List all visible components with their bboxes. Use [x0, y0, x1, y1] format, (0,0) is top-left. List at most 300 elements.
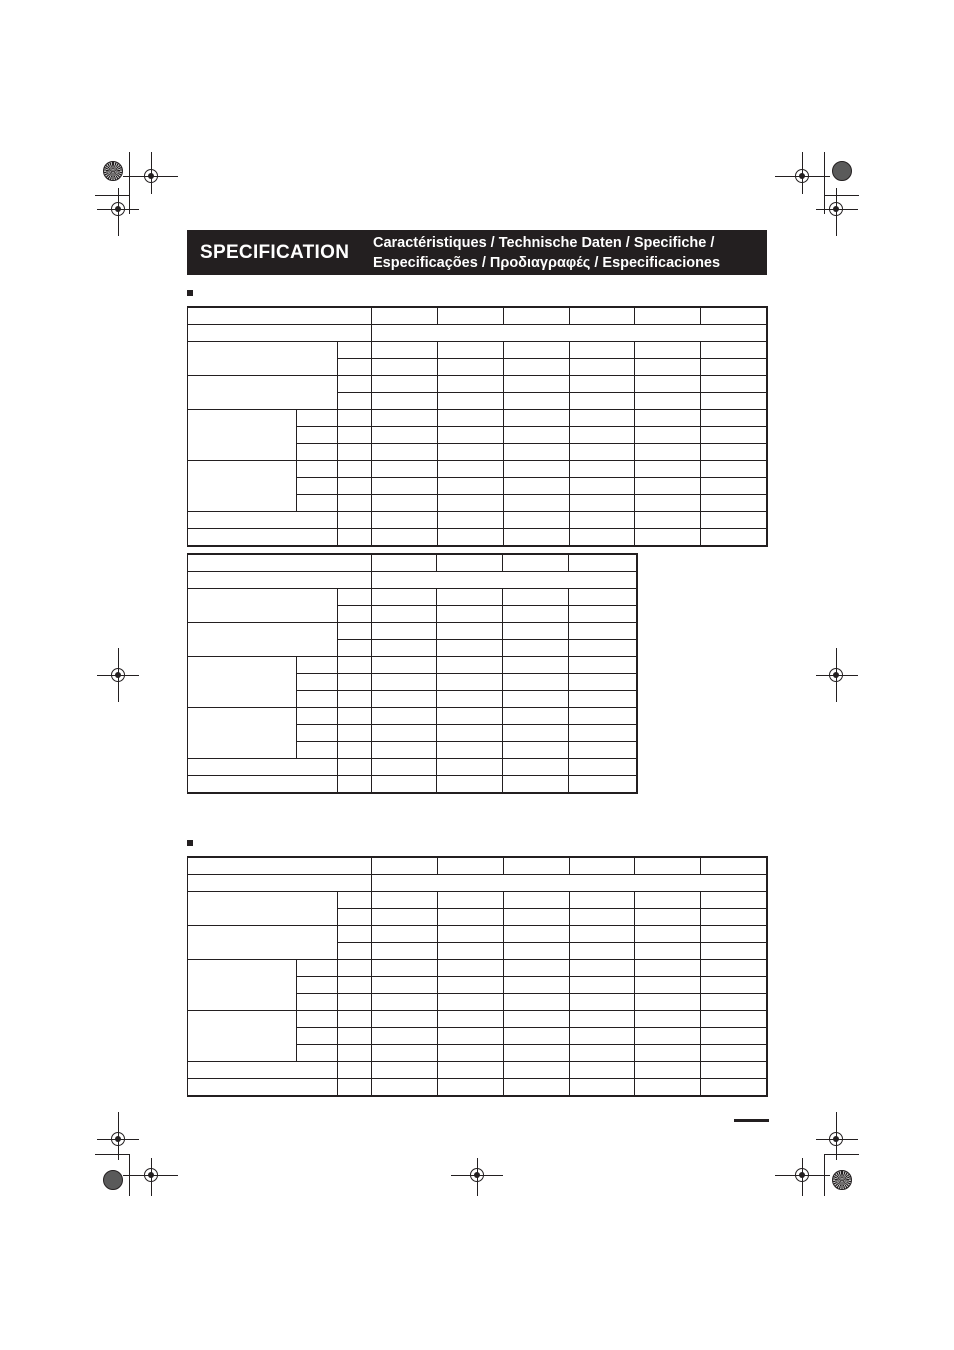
table-cell: [372, 589, 437, 606]
table-cell: [437, 926, 503, 943]
table-cell: [437, 1028, 503, 1045]
table-cell: [372, 376, 437, 393]
table-cell: [437, 857, 503, 875]
table-cell: [635, 977, 701, 994]
table-cell: [569, 742, 637, 759]
table-row: [188, 461, 768, 478]
spec-table-1: [187, 306, 768, 547]
table-cell: [503, 495, 569, 512]
table-cell: [338, 776, 372, 794]
table-cell: [569, 725, 637, 742]
table-cell: [569, 461, 634, 478]
table-cell: [188, 1062, 338, 1079]
table-cell: [701, 857, 767, 875]
table-cell: [569, 759, 637, 776]
table-cell: [503, 512, 569, 529]
color-disc-icon: [832, 161, 852, 181]
table-cell: [338, 410, 372, 427]
table-cell: [437, 359, 503, 376]
table-cell: [437, 444, 503, 461]
table-cell: [338, 589, 372, 606]
color-disc-icon: [103, 161, 123, 181]
table-cell: [635, 926, 701, 943]
table-cell: [569, 478, 634, 495]
table-cell: [338, 892, 372, 909]
table-cell: [338, 623, 372, 640]
table-cell: [338, 393, 372, 410]
table-cell: [635, 1079, 701, 1097]
table-cell: [372, 1045, 437, 1062]
table-cell: [701, 359, 767, 376]
table-cell: [701, 994, 767, 1011]
table-cell: [297, 478, 338, 495]
table-cell: [188, 461, 297, 512]
table-cell: [372, 977, 437, 994]
table-cell: [701, 495, 767, 512]
table-cell: [188, 307, 372, 325]
table-cell: [503, 589, 569, 606]
table-row: [188, 708, 637, 725]
table-row: [188, 529, 768, 547]
crop-mark: [824, 1154, 859, 1155]
table-cell: [372, 1062, 437, 1079]
table-cell: [437, 410, 503, 427]
table-cell: [635, 909, 701, 926]
table-cell: [338, 977, 372, 994]
table-cell: [437, 512, 503, 529]
table-cell: [701, 410, 767, 427]
table-cell: [437, 994, 503, 1011]
table-cell: [297, 427, 338, 444]
registration-mark-icon: [111, 668, 125, 682]
crop-mark: [824, 152, 825, 214]
table-cell: [503, 359, 569, 376]
table-cell: [635, 1045, 701, 1062]
table-cell: [701, 342, 767, 359]
table-cell: [338, 461, 372, 478]
table-cell: [701, 1028, 767, 1045]
table-cell: [437, 478, 503, 495]
registration-mark-icon: [795, 169, 809, 183]
table-cell: [437, 977, 503, 994]
table-cell: [701, 892, 767, 909]
table-cell: [437, 674, 503, 691]
table-cell: [569, 410, 634, 427]
table-cell: [503, 708, 569, 725]
table-cell: [372, 640, 437, 657]
table-cell: [503, 342, 569, 359]
table-cell: [437, 892, 503, 909]
table-cell: [503, 427, 569, 444]
table-cell: [701, 960, 767, 977]
table-cell: [569, 994, 634, 1011]
table-cell: [338, 1045, 372, 1062]
table-cell: [297, 725, 338, 742]
table-cell: [503, 943, 569, 960]
table-cell: [338, 657, 372, 674]
table-cell: [297, 742, 338, 759]
registration-mark-icon: [470, 1168, 484, 1182]
table-cell: [437, 640, 503, 657]
table-cell: [297, 444, 338, 461]
registration-mark-icon: [111, 202, 125, 216]
table-cell: [503, 657, 569, 674]
table-cell: [635, 1062, 701, 1079]
table-cell: [372, 943, 437, 960]
table-cell: [372, 960, 437, 977]
table-cell: [297, 1045, 338, 1062]
table-cell: [297, 674, 338, 691]
table-cell: [372, 742, 437, 759]
table-cell: [372, 512, 437, 529]
table-cell: [503, 623, 569, 640]
table-cell: [338, 1079, 372, 1097]
table-cell: [372, 623, 437, 640]
table-cell: [437, 1062, 503, 1079]
table-cell: [503, 691, 569, 708]
table-cell: [503, 444, 569, 461]
table-cell: [701, 512, 767, 529]
table-cell: [569, 640, 637, 657]
table-cell: [503, 640, 569, 657]
table-cell: [338, 640, 372, 657]
table-cell: [503, 1079, 569, 1097]
table-cell: [503, 1062, 569, 1079]
table-header-row: [188, 857, 768, 875]
table-cell: [503, 994, 569, 1011]
table-cell: [437, 708, 503, 725]
registration-mark-icon: [795, 1168, 809, 1182]
table-cell: [569, 359, 634, 376]
table-cell: [372, 461, 437, 478]
table-cell: [338, 444, 372, 461]
table-cell: [503, 977, 569, 994]
table-row: [188, 325, 768, 342]
table-cell: [297, 461, 338, 478]
table-row: [188, 410, 768, 427]
table-cell: [297, 691, 338, 708]
table-cell: [372, 657, 437, 674]
table-cell: [569, 342, 634, 359]
table-cell: [372, 359, 437, 376]
table-cell: [372, 691, 437, 708]
table-cell: [503, 1011, 569, 1028]
table-cell: [569, 1045, 634, 1062]
table-cell: [569, 427, 634, 444]
table-cell: [569, 606, 637, 623]
table-cell: [338, 708, 372, 725]
table-header-row: [188, 554, 637, 572]
table-cell: [338, 478, 372, 495]
subtitle-line-1: Caractéristiques / Technische Daten / Specifiche /: [373, 235, 715, 251]
table-cell: [635, 427, 701, 444]
table-cell: [503, 725, 569, 742]
table-row: [188, 623, 637, 640]
table-cell: [503, 759, 569, 776]
table-cell: [188, 708, 297, 759]
table-cell: [635, 342, 701, 359]
table-cell: [338, 759, 372, 776]
table-cell: [338, 1062, 372, 1079]
table-cell: [569, 1028, 634, 1045]
table-cell: [372, 1079, 437, 1097]
table-cell: [338, 495, 372, 512]
table-cell: [701, 529, 767, 547]
table-cell: [569, 776, 637, 794]
table-cell: [437, 461, 503, 478]
table-cell: [635, 943, 701, 960]
table-cell: [701, 393, 767, 410]
table-cell: [297, 1011, 338, 1028]
table-cell: [437, 725, 503, 742]
table-cell: [372, 572, 637, 589]
table-row: [188, 342, 768, 359]
table-cell: [437, 742, 503, 759]
table-cell: [188, 926, 338, 960]
table-cell: [372, 495, 437, 512]
color-disc-icon: [103, 1170, 123, 1190]
table-row: [188, 572, 637, 589]
table-cell: [635, 994, 701, 1011]
table-cell: [338, 960, 372, 977]
table-row: [188, 1011, 768, 1028]
table-cell: [701, 478, 767, 495]
crop-mark: [95, 1154, 130, 1155]
registration-mark-icon: [144, 1168, 158, 1182]
table-cell: [188, 623, 338, 657]
table-cell: [188, 512, 338, 529]
table-cell: [569, 444, 634, 461]
table-cell: [188, 554, 372, 572]
table-header-row: [188, 307, 768, 325]
table-cell: [503, 926, 569, 943]
table-cell: [372, 1011, 437, 1028]
square-bullet-icon: [187, 290, 193, 296]
table-cell: [503, 857, 569, 875]
table-cell: [569, 1079, 634, 1097]
table-cell: [437, 623, 503, 640]
table-cell: [437, 427, 503, 444]
registration-mark-icon: [829, 202, 843, 216]
table-cell: [635, 529, 701, 547]
table-cell: [372, 759, 437, 776]
table-cell: [701, 1045, 767, 1062]
table-cell: [437, 393, 503, 410]
table-cell: [635, 410, 701, 427]
table-cell: [372, 725, 437, 742]
table-cell: [569, 512, 634, 529]
subtitle-line-2: Especificações / Προδιαγραφές / Especificaciones: [373, 255, 721, 271]
table-cell: [635, 393, 701, 410]
table-cell: [372, 994, 437, 1011]
page-number-rule: [734, 1119, 769, 1122]
table-cell: [297, 960, 338, 977]
crop-mark: [95, 195, 130, 196]
table-cell: [635, 857, 701, 875]
crop-mark: [129, 152, 130, 214]
table-cell: [569, 691, 637, 708]
table-cell: [372, 529, 437, 547]
table-row: [188, 926, 768, 943]
table-cell: [338, 691, 372, 708]
table-cell: [338, 376, 372, 393]
table-cell: [437, 376, 503, 393]
table-cell: [503, 674, 569, 691]
table-cell: [635, 478, 701, 495]
registration-mark-icon: [111, 1132, 125, 1146]
table-cell: [338, 529, 372, 547]
table-cell: [372, 909, 437, 926]
table-cell: [569, 977, 634, 994]
table-cell: [372, 325, 767, 342]
table-cell: [188, 657, 297, 708]
table-cell: [372, 892, 437, 909]
table-cell: [437, 529, 503, 547]
table-cell: [297, 1028, 338, 1045]
table-cell: [569, 909, 634, 926]
table-cell: [503, 1045, 569, 1062]
table-cell: [569, 943, 634, 960]
spec-table-3: [187, 856, 768, 1097]
table-cell: [188, 325, 372, 342]
table-cell: [297, 410, 338, 427]
table-cell: [701, 1011, 767, 1028]
table-cell: [372, 606, 437, 623]
table-cell: [188, 572, 372, 589]
table-cell: [338, 994, 372, 1011]
table-cell: [569, 307, 634, 325]
table-cell: [372, 342, 437, 359]
table-cell: [503, 410, 569, 427]
table-cell: [372, 776, 437, 794]
table-cell: [569, 657, 637, 674]
table-cell: [188, 376, 338, 410]
table-cell: [569, 857, 634, 875]
registration-mark-icon: [829, 1132, 843, 1146]
table-cell: [437, 691, 503, 708]
table-cell: [372, 307, 437, 325]
table-cell: [188, 875, 372, 892]
table-cell: [437, 657, 503, 674]
table-cell: [635, 359, 701, 376]
table-row: [188, 589, 637, 606]
table-cell: [338, 342, 372, 359]
table-cell: [569, 674, 637, 691]
table-cell: [503, 960, 569, 977]
table-cell: [503, 393, 569, 410]
table-cell: [372, 875, 767, 892]
table-cell: [338, 1028, 372, 1045]
table-cell: [372, 444, 437, 461]
table-cell: [701, 943, 767, 960]
table-cell: [372, 427, 437, 444]
table-cell: [503, 606, 569, 623]
table-cell: [372, 410, 437, 427]
table-cell: [297, 495, 338, 512]
table-cell: [372, 857, 437, 875]
spec-table-2: [187, 553, 638, 794]
table-cell: [297, 657, 338, 674]
table-cell: [372, 674, 437, 691]
table-row: [188, 875, 768, 892]
table-cell: [188, 589, 338, 623]
table-cell: [503, 376, 569, 393]
table-cell: [297, 994, 338, 1011]
table-cell: [701, 307, 767, 325]
registration-mark-icon: [829, 668, 843, 682]
table-cell: [437, 606, 503, 623]
table-cell: [437, 1079, 503, 1097]
table-cell: [701, 926, 767, 943]
table-cell: [569, 529, 634, 547]
table-cell: [569, 589, 637, 606]
table-cell: [503, 742, 569, 759]
table-cell: [437, 589, 503, 606]
table-cell: [503, 461, 569, 478]
table-cell: [338, 512, 372, 529]
table-cell: [569, 926, 634, 943]
table-cell: [503, 307, 569, 325]
table-cell: [437, 909, 503, 926]
table-cell: [635, 1028, 701, 1045]
table-cell: [188, 960, 297, 1011]
table-cell: [701, 376, 767, 393]
table-cell: [635, 892, 701, 909]
table-row: [188, 512, 768, 529]
table-cell: [569, 554, 637, 572]
table-cell: [503, 554, 569, 572]
table-cell: [701, 444, 767, 461]
table-cell: [188, 892, 338, 926]
table-cell: [635, 960, 701, 977]
table-cell: [338, 427, 372, 444]
square-bullet-icon: [187, 840, 193, 846]
table-cell: [338, 606, 372, 623]
table-cell: [701, 909, 767, 926]
table-cell: [569, 376, 634, 393]
table-cell: [188, 1011, 297, 1062]
table-cell: [188, 410, 297, 461]
table-cell: [635, 307, 701, 325]
table-cell: [437, 960, 503, 977]
table-cell: [569, 960, 634, 977]
table-cell: [437, 759, 503, 776]
table-row: [188, 1079, 768, 1097]
table-cell: [372, 708, 437, 725]
table-cell: [503, 892, 569, 909]
table-cell: [437, 1011, 503, 1028]
table-cell: [701, 1062, 767, 1079]
table-cell: [635, 461, 701, 478]
table-cell: [188, 1079, 338, 1097]
table-cell: [503, 909, 569, 926]
table-cell: [503, 776, 569, 794]
table-cell: [503, 478, 569, 495]
table-cell: [188, 342, 338, 376]
table-cell: [338, 725, 372, 742]
specification-banner: [187, 230, 767, 275]
table-cell: [297, 977, 338, 994]
table-cell: [372, 478, 437, 495]
table-cell: [372, 554, 437, 572]
table-cell: [372, 1028, 437, 1045]
table-cell: [569, 623, 637, 640]
table-row: [188, 376, 768, 393]
table-cell: [503, 1028, 569, 1045]
table-cell: [338, 943, 372, 960]
table-cell: [372, 926, 437, 943]
table-cell: [569, 393, 634, 410]
